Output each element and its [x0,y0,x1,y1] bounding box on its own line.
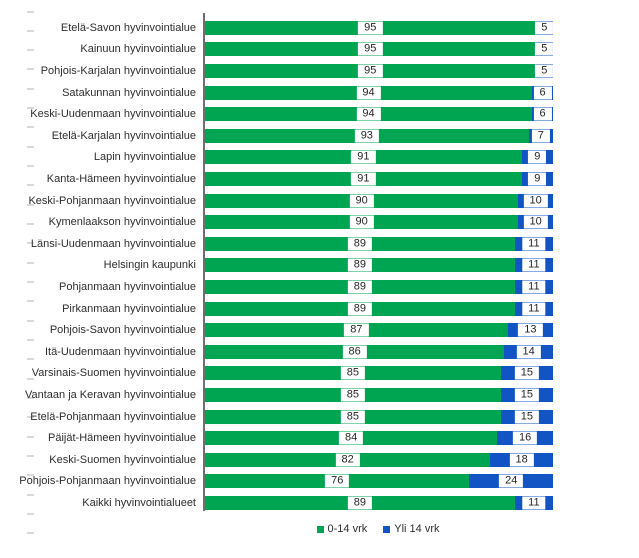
bar-row [0,172,639,186]
value-label-yli-14-vrk: 5 [535,21,553,34]
category-label: Itä-Uudenmaan hyvinvointialue [44,345,196,358]
bar-row [0,64,639,78]
value-label-yli-14-vrk: 5 [535,43,553,56]
value-label-0-14-vrk: 95 [358,21,382,34]
category-label: Etelä-Karjalan hyvinvointialue [51,129,196,142]
bar-track [205,258,553,272]
edge-tick-mark [27,11,34,13]
category-label: Helsingin kaupunki [103,259,196,272]
category-label: Lapin hyvinvointialue [93,151,196,164]
edge-tick-mark [27,513,34,515]
bar-track [205,215,553,229]
bar-track [205,172,553,186]
value-label-0-14-vrk: 94 [356,86,380,99]
value-label-0-14-vrk: 89 [348,280,372,293]
category-label: Länsi-Uudenmaan hyvinvointialue [30,237,196,250]
bar-track [205,302,553,316]
value-label-yli-14-vrk: 15 [515,388,539,401]
edge-tick-mark [27,146,34,148]
bar-track [205,431,553,445]
value-label-yli-14-vrk: 14 [517,345,541,358]
value-label-0-14-vrk: 87 [344,324,368,337]
value-label-0-14-vrk: 85 [341,367,365,380]
value-label-0-14-vrk: 85 [341,410,365,423]
category-label: Pirkanmaan hyvinvointialue [62,302,196,315]
legend-swatch-blue-icon [383,526,390,533]
value-label-yli-14-vrk: 5 [535,64,553,77]
bar-track [205,345,553,359]
bar-row [0,453,639,467]
bar-track [205,150,553,164]
category-label: Keski-Suomen hyvinvointialue [49,453,196,466]
category-label: Keski-Uudenmaan hyvinvointialue [30,108,196,121]
value-label-0-14-vrk: 76 [325,475,349,488]
bar-track [205,323,553,337]
value-label-0-14-vrk: 89 [348,496,372,509]
category-label: Pohjanmaan hyvinvointialue [59,280,196,293]
category-label: Pohjois-Savon hyvinvointialue [49,324,196,337]
value-label-yli-14-vrk: 6 [533,86,551,99]
value-label-0-14-vrk: 95 [358,43,382,56]
value-label-yli-14-vrk: 16 [513,432,537,445]
value-label-0-14-vrk: 90 [349,216,373,229]
bar-row [0,323,639,337]
value-label-0-14-vrk: 91 [351,172,375,185]
bar-row [0,302,639,316]
chart-legend [203,521,553,537]
value-label-yli-14-vrk: 11 [522,259,545,272]
category-label: Vantaan ja Keravan hyvinvointialue [24,388,196,401]
value-label-yli-14-vrk: 13 [518,324,542,337]
value-label-yli-14-vrk: 15 [515,410,539,423]
value-label-yli-14-vrk: 6 [533,108,551,121]
edge-tick-mark [27,339,34,341]
bar-row [0,21,639,35]
edge-tick-mark [27,358,34,360]
value-label-yli-14-vrk: 18 [510,453,534,466]
bar-row [0,150,639,164]
bar-track [205,107,553,121]
category-label: Etelä-Pohjanmaan hyvinvointialue [30,410,196,423]
bar-row [0,42,639,56]
bar-row [0,237,639,251]
value-label-0-14-vrk: 90 [349,194,373,207]
value-label-yli-14-vrk: 10 [523,216,547,229]
value-label-0-14-vrk: 84 [339,432,363,445]
value-label-0-14-vrk: 89 [348,259,372,272]
value-label-0-14-vrk: 93 [355,129,379,142]
bar-row [0,345,639,359]
bar-row [0,496,639,510]
category-label: Päijät-Hämeen hyvinvointialue [48,432,196,445]
bar-row [0,129,639,143]
value-label-0-14-vrk: 86 [343,345,367,358]
bar-row [0,107,639,121]
bar-track [205,86,553,100]
bar-row [0,410,639,424]
legend-item-yli-14-vrk [383,523,439,535]
bar-track [205,21,553,35]
bar-track [205,64,553,78]
bar-track [205,474,553,488]
legend-item-0-14-vrk [317,523,368,535]
value-label-yli-14-vrk: 11 [522,280,545,293]
value-label-0-14-vrk: 82 [336,453,360,466]
bar-track [205,388,553,402]
bar-track [205,280,553,294]
category-label: Kaikki hyvinvointialueet [82,496,196,509]
legend-label-0-14-vrk: 0-14 vrk [327,523,368,535]
bar-track [205,410,553,424]
value-label-0-14-vrk: 89 [348,237,372,250]
bar-row [0,258,639,272]
value-label-yli-14-vrk: 9 [528,172,546,185]
value-label-yli-14-vrk: 15 [515,367,539,380]
value-label-yli-14-vrk: 11 [522,496,545,509]
edge-tick-mark [27,320,34,322]
bar-track [205,496,553,510]
category-label: Etelä-Savon hyvinvointialue [60,21,196,34]
category-label: Pohjois-Karjalan hyvinvointialue [40,64,196,77]
category-label: Kanta-Hämeen hyvinvointialue [46,172,196,185]
legend-swatch-green-icon [317,526,324,533]
bar-track [205,194,553,208]
category-label: Varsinais-Suomen hyvinvointialue [31,367,196,380]
bar-row [0,366,639,380]
value-label-0-14-vrk: 85 [341,388,365,401]
category-label: Kainuun hyvinvointialue [80,43,196,56]
bar-track [205,129,553,143]
bar-row [0,194,639,208]
value-label-0-14-vrk: 95 [358,64,382,77]
value-label-0-14-vrk: 91 [351,151,375,164]
bar-row [0,86,639,100]
value-label-yli-14-vrk: 10 [523,194,547,207]
legend-label-yli-14-vrk: Yli 14 vrk [394,523,440,535]
category-label: Satakunnan hyvinvointialue [62,86,196,99]
bar-row [0,280,639,294]
category-label: Pohjois-Pohjanmaan hyvinvointialue [19,475,196,488]
value-label-yli-14-vrk: 24 [499,475,523,488]
value-label-0-14-vrk: 94 [356,108,380,121]
value-label-0-14-vrk: 89 [348,302,372,315]
bar-row [0,431,639,445]
category-label: Keski-Pohjanmaan hyvinvointialue [28,194,196,207]
bar-row [0,474,639,488]
edge-tick-mark [27,532,34,534]
bar-track [205,453,553,467]
edge-tick-mark [27,165,34,167]
bar-track [205,366,553,380]
bar-track [205,237,553,251]
category-label: Kymenlaakson hyvinvointialue [48,216,196,229]
value-label-yli-14-vrk: 9 [528,151,546,164]
value-label-yli-14-vrk: 11 [522,237,545,250]
bar-track [205,42,553,56]
value-label-yli-14-vrk: 7 [532,129,550,142]
bar-row [0,215,639,229]
bar-row [0,388,639,402]
value-label-yli-14-vrk: 11 [522,302,545,315]
